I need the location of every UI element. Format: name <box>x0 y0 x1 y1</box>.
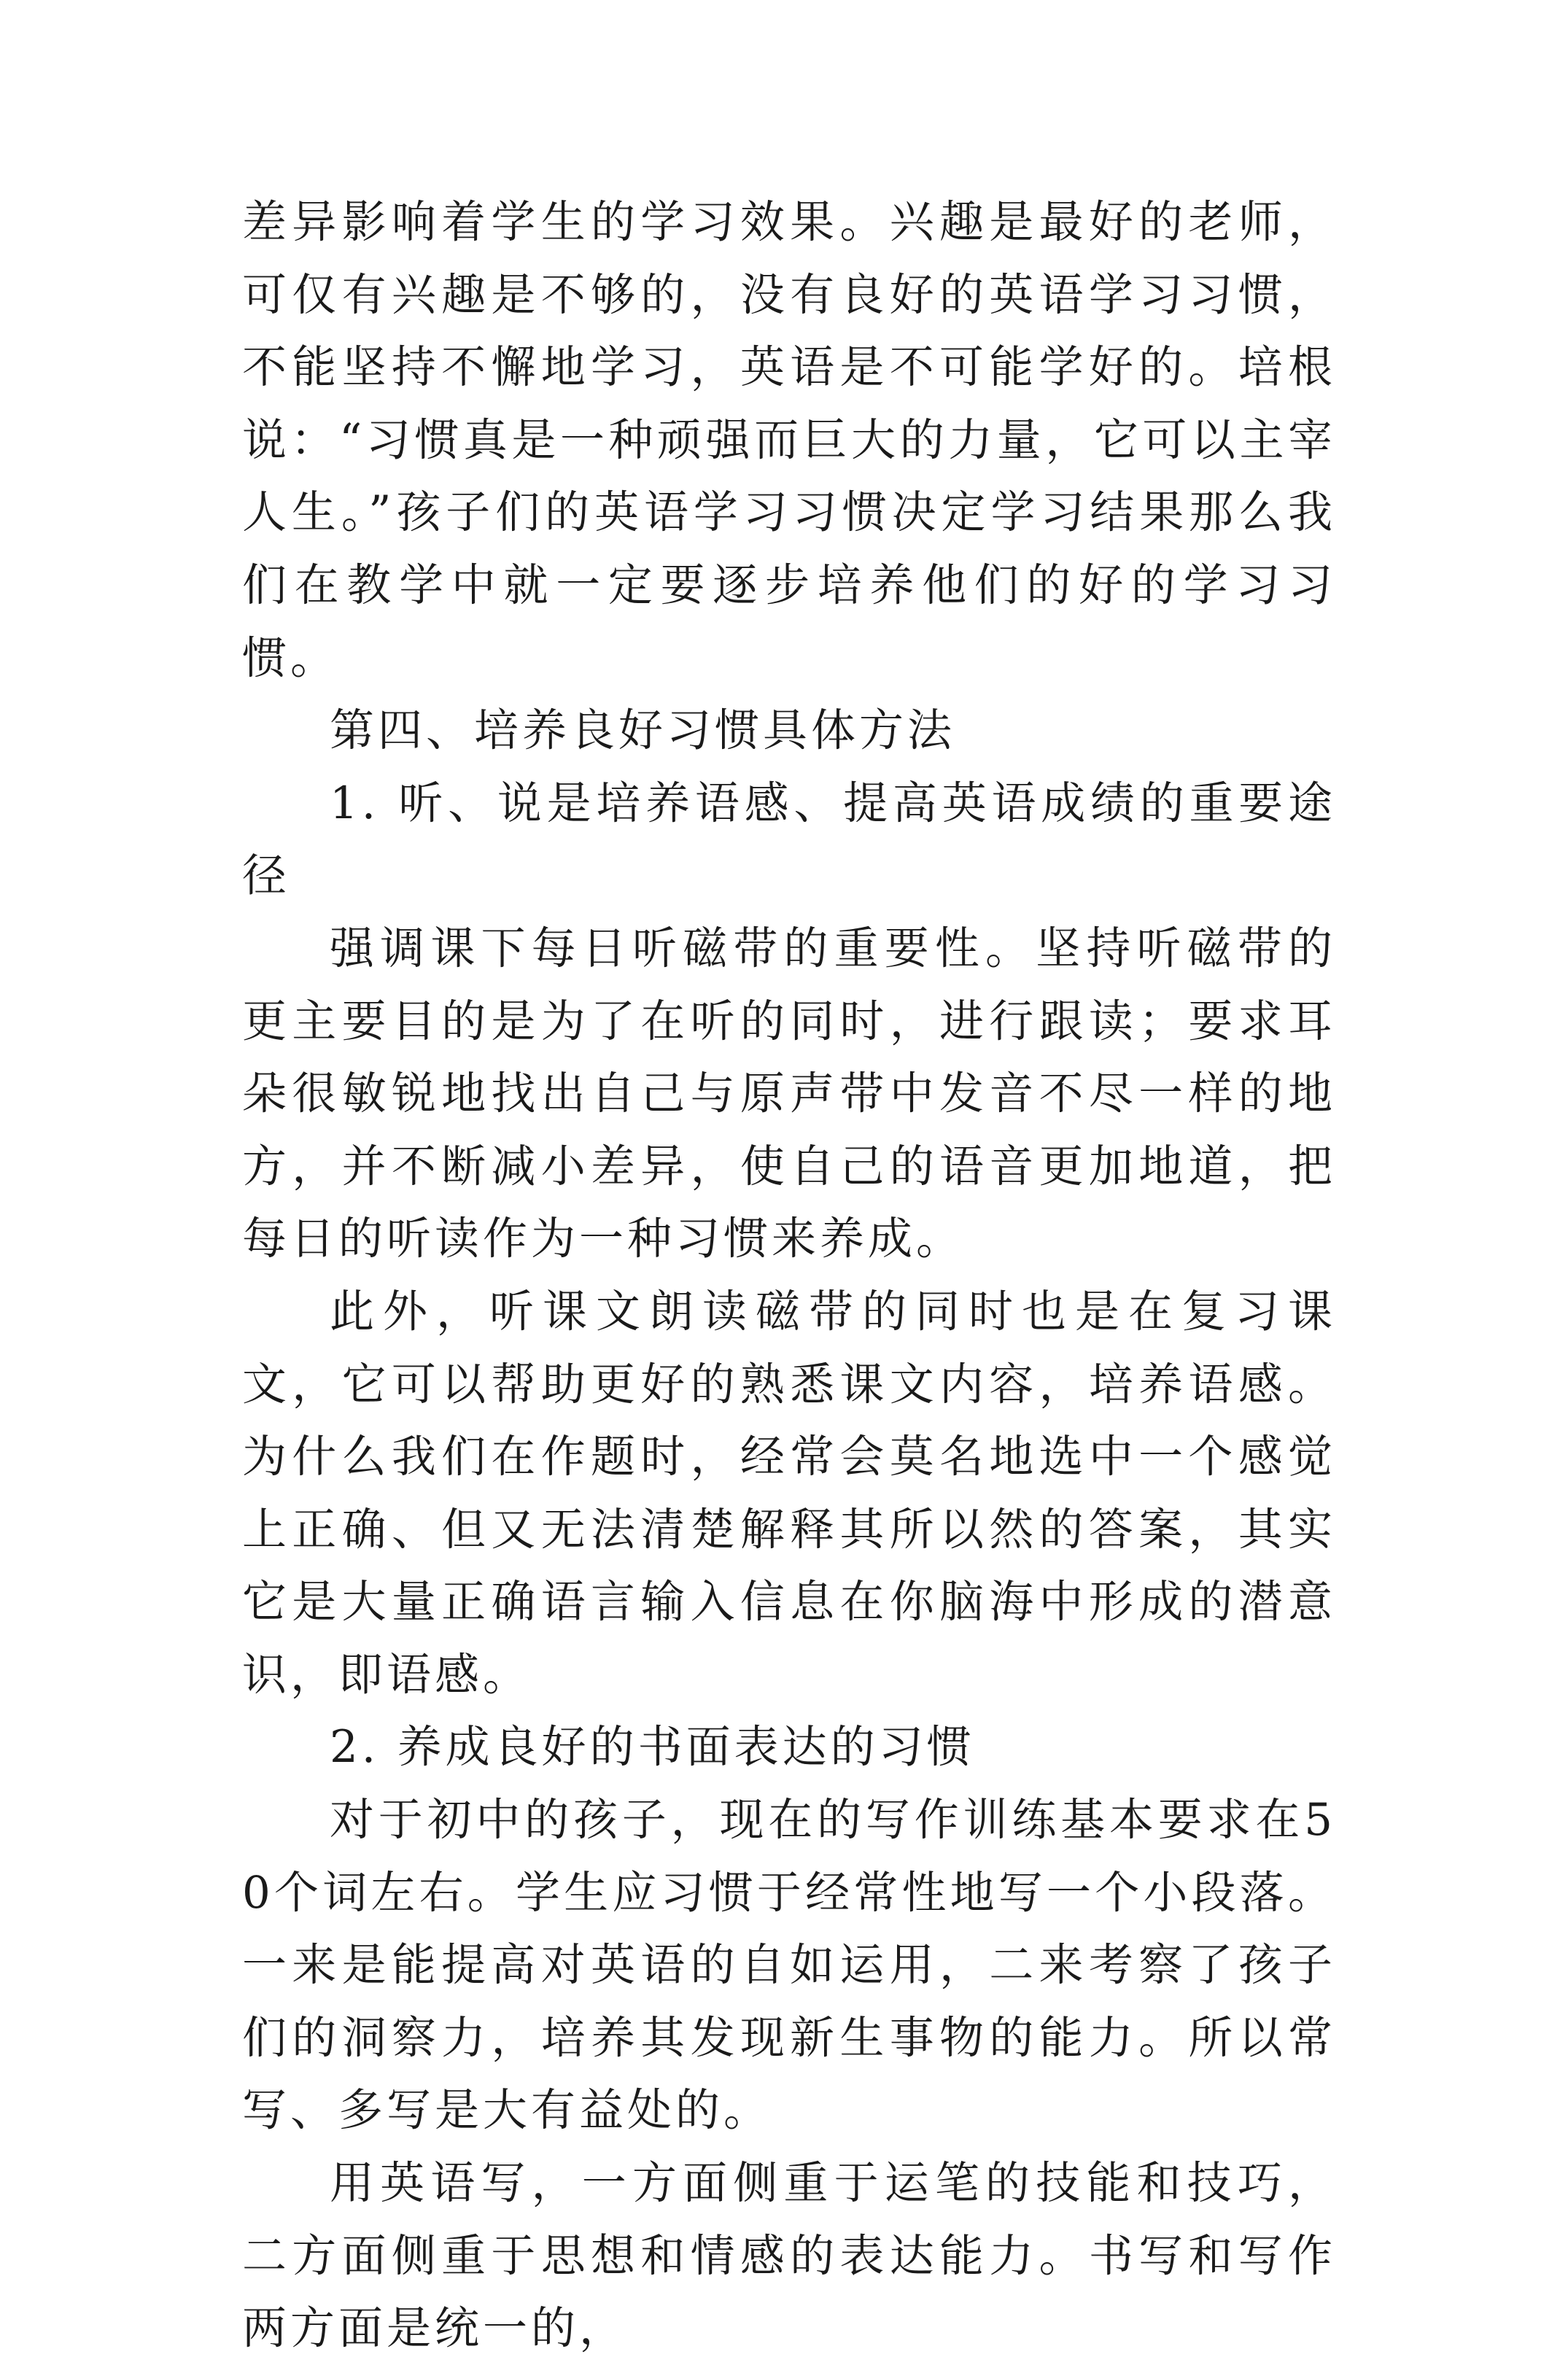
subheading-1: 1. 听、说是培养语感、提高英语成绩的重要途径 <box>242 777 1336 902</box>
paragraph-1: 差异影响着学生的学习效果。兴趣是最好的老师，可仅有兴趣是不够的，没有良好的英语学习习惯，不能坚持不懈地学习，英语是不可能学好的。培根说：“习惯真是一种顽强而巨大的力量，它可以主宰人生。”孩子们的英语学习习惯决定学习结果那么我们在教学中就一定要逐步培养他们的好的学习习惯。 <box>242 196 1336 684</box>
section-heading: 第四、培养良好习惯具体方法 <box>330 704 956 757</box>
subheading-2: 2. 养成良好的书面表达的习惯 <box>330 1721 975 1774</box>
paragraph-2: 强调课下每日听磁带的重要性。坚持听磁带的更主要目的是为了在听的同时，进行跟读；要求耳朵很敏锐地找出自己与原声带中发音不尽一样的地方，并不断减小差异，使自己的语音更加地道，把每日的听读作为一种习惯来养成。 <box>242 922 1336 1265</box>
paragraph-3: 此外，听课文朗读磁带的同时也是在复习课文，它可以帮助更好的熟悉课文内容，培养语感。为什么我们在作题时，经常会莫名地选中一个感觉上正确、但又无法清楚解释其所以然的答案，其实它是大量正确语言输入信息在你脑海中形成的潜意识，即语感。 <box>242 1285 1336 1701</box>
document-body <box>242 186 1336 2365</box>
paragraph-5: 用英语写，一方面侧重于运笔的技能和技巧，二方面侧重于思想和情感的表达能力。书写和写作两方面是统一的， <box>242 2157 1336 2355</box>
paragraph-4: 对于初中的孩子，现在的写作训练基本要求在50个词左右。学生应习惯于经常性地写一个小段落。一来是能提高对英语的自如运用，二来考察了孩子们的洞察力，培养其发现新生事物的能力。所以常写、多写是大有益处的。 <box>242 1794 1336 2137</box>
